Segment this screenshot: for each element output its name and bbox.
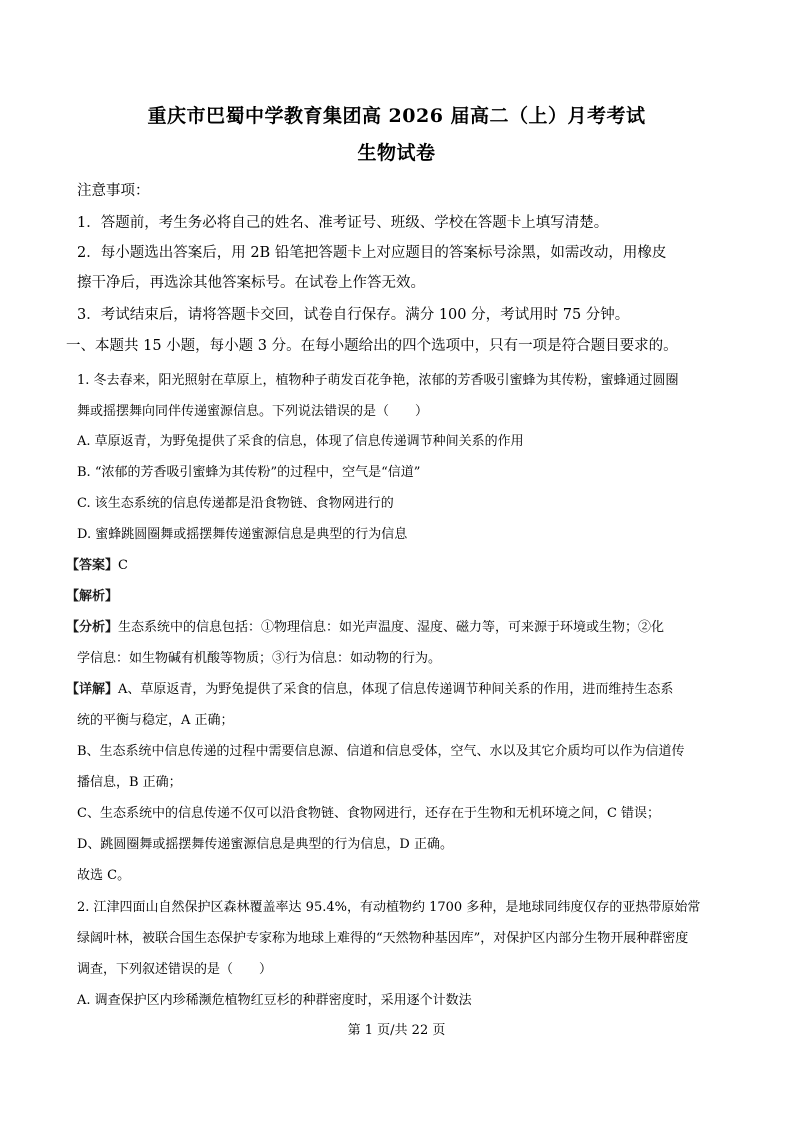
analysis-tag: 【解析】 [66,589,119,604]
question-1-stem-cont: 舞或摇摆舞向同伴传递蜜源信息。下列说法错误的是（ ） [77,404,429,419]
question-2-stem-cont-1: 绿阔叶林，被联合国生态保护专家称为地球上难得的“天然物种基因库”，对保护区内部分生物开展种群密度 [77,931,689,946]
page-number: 第 1 页/共 22 页 [347,1023,446,1038]
exam-subtitle: 生物试卷 [357,142,436,164]
xiangjie-text-c: C、生态系统中的信息传递不仅可以沿食物链、食物网进行，还存在于生物和无机环境之间，C 错误； [77,806,661,821]
question-1-stem: 1. 冬去春来，阳光照射在草原上，植物种子萌发百花争艳，浓郁的芳香吸引蜜蜂为其传粉，蜜蜂通过圆圈 [77,373,679,388]
notice-item-2-cont: 擦干净后，再选涂其他答案标号。在试卷上作答无效。 [77,275,425,291]
xiangjie-tag: 【详解】 [66,682,119,697]
question-2-stem-cont-2: 调查，下列叙述错误的是（ ） [77,962,273,977]
answer-tag: 【答案】 [66,558,119,573]
fenxi-tag: 【分析】 [66,620,119,635]
question-1-option-b: B. “浓郁的芳香吸引蜜蜂为其传粉”的过程中，空气是“信道” [77,465,421,480]
question-1-option-c: C. 该生态系统的信息传递都是沿食物链、食物网进行的 [77,496,394,511]
fenxi-text-cont: 学信息：如生物碱有机酸等物质；③行为信息：如动物的行为。 [77,651,442,666]
conclusion: 故选 C。 [77,868,131,883]
section-heading: 一、本题共 15 小题，每小题 3 分。在每小题给出的四个选项中，只有一项是符合题目要求的。 [66,338,678,354]
question-2-stem: 2. 江津四面山自然保护区森林覆盖率达 95.4%，有动植物约 1700 多种，是地球同纬度仅存的亚热带原始常 [77,900,701,915]
fenxi-line [66,616,726,635]
xiangjie-text-a: A、草原返青，为野兔提供了采食的信息，体现了信息传递调节种间关系的作用，进而维持生态系 [118,682,674,697]
answer-line [66,554,726,573]
question-2-option-a: A. 调查保护区内珍稀濒危植物红豆杉的种群密度时，采用逐个计数法 [77,993,472,1008]
question-1-option-d: D. 蜜蜂跳圆圈舞或摇摆舞传递蜜源信息是典型的行为信息 [77,527,408,542]
xiangjie-text-b: B、生态系统中信息传递的过程中需要信息源、信道和信息受体，空气、水以及其它介质均可以作为信道传 [77,744,685,759]
notice-item-1: 1．答题前，考生务必将自己的姓名、准考证号、班级、学校在答题卡上填写清楚。 [77,215,609,231]
xiangjie-text-a-cont: 统的平衡与稳定，A 正确； [77,713,234,728]
question-1-option-a: A. 草原返青，为野兔提供了采食的信息，体现了信息传递调节种间关系的作用 [77,434,524,449]
fenxi-text: 生态系统中的信息包括：①物理信息：如光声温度、湿度、磁力等，可来源于环境或生物；②化 [118,620,665,635]
answer-value: C [118,558,128,573]
xiangjie-line [66,678,726,697]
xiangjie-text-b-cont: 播信息，B 正确； [77,775,182,790]
notice-item-2: 2．每小题选出答案后，用 2B 铅笔把答题卡上对应题目的答案标号涂黑，如需改动，用橡皮 [77,245,667,261]
notice-heading: 注意事项： [77,183,150,199]
notice-item-3: 3．考试结束后，请将答题卡交回，试卷自行保存。满分 100 分，考试用时 75 分钟。 [77,307,630,323]
exam-title: 重庆市巴蜀中学教育集团高 2026 届高二（上）月考考试 [147,105,646,127]
xiangjie-text-d: D、跳圆圈舞或摇摆舞传递蜜源信息是典型的行为信息，D 正确。 [77,837,453,852]
